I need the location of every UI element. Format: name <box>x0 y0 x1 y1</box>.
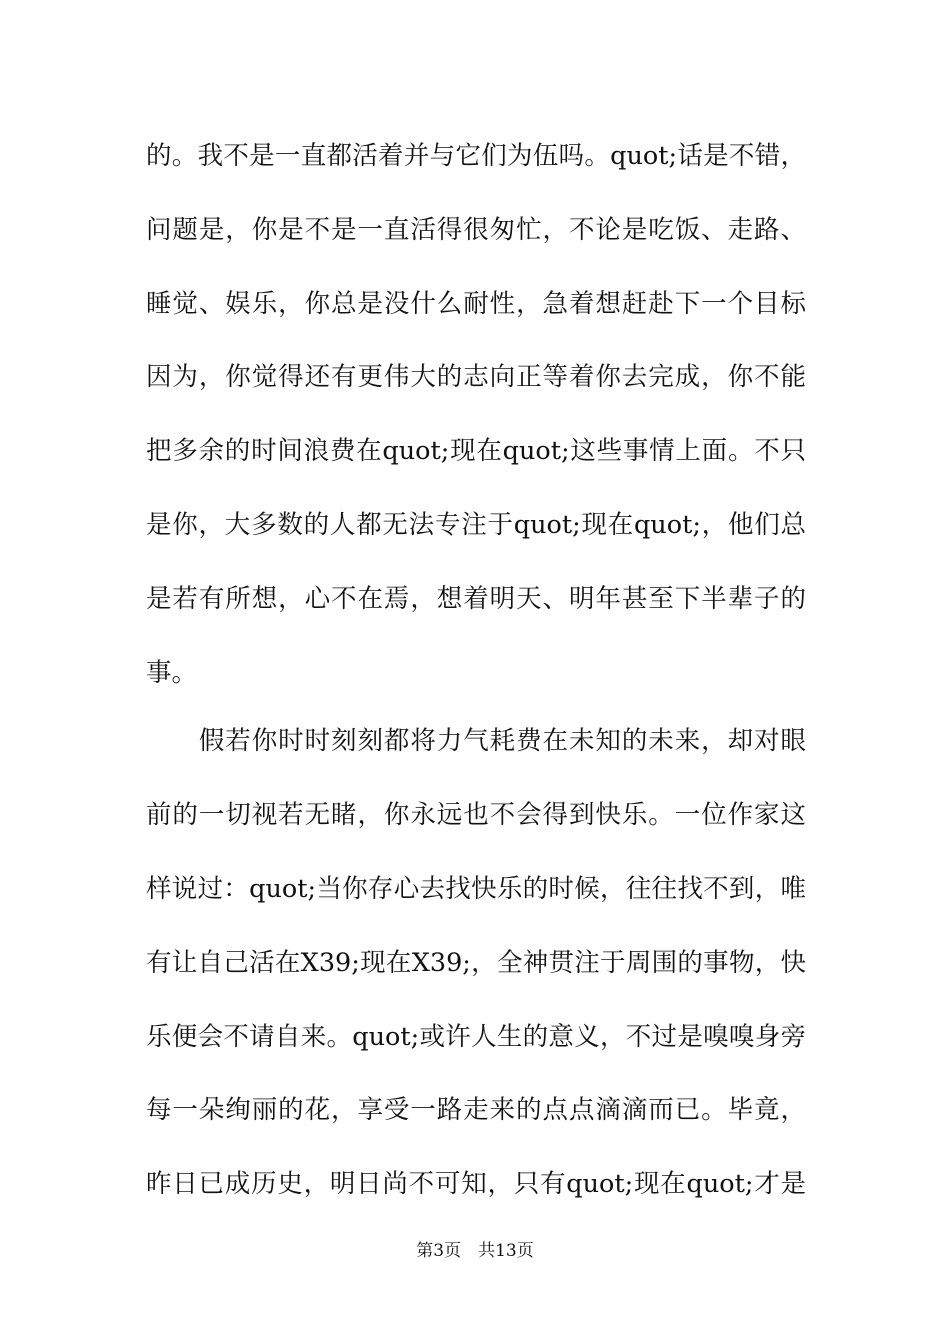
page-number: 第3页 共13页 <box>416 1241 534 1261</box>
text-line: 因为，你觉得还有更伟大的志向正等着你去完成，你不能 <box>146 362 806 392</box>
text-line: 前的一切视若无睹，你永远也不会得到快乐。一位作家这 <box>146 800 806 830</box>
text-line: 的。我不是一直都活着并与它们为伍吗。quot;话是不错， <box>146 141 806 171</box>
text-line: 睡觉、娱乐，你总是没什么耐性，急着想赶赴下一个目标 <box>146 289 806 319</box>
text-line: 把多余的时间浪费在quot;现在quot;这些事情上面。不只 <box>146 436 806 466</box>
text-line: 有让自己活在X39;现在X39;，全神贯注于周围的事物，快 <box>146 948 806 978</box>
text-line: 乐便会不请自来。quot;或许人生的意义，不过是嗅嗅身旁 <box>146 1022 806 1052</box>
text-line: 问题是，你是不是一直活得很匆忙，不论是吃饭、走路、 <box>146 215 806 245</box>
text-line: 是若有所想，心不在焉，想着明天、明年甚至下半辈子的 <box>146 584 806 614</box>
text-line: 假若你时时刻刻都将力气耗费在未知的未来，却对眼 <box>146 726 806 756</box>
text-line: 是你，大多数的人都无法专注于quot;现在quot;，他们总 <box>146 510 806 540</box>
text-line: 昨日已成历史，明日尚不可知，只有quot;现在quot;才是 <box>146 1169 806 1199</box>
text-line: 样说过：quot;当你存心去找快乐的时候，往往找不到，唯 <box>146 874 806 904</box>
text-line: 事。 <box>146 658 198 688</box>
text-line: 每一朵绚丽的花，享受一路走来的点点滴滴而已。毕竟， <box>146 1095 806 1125</box>
